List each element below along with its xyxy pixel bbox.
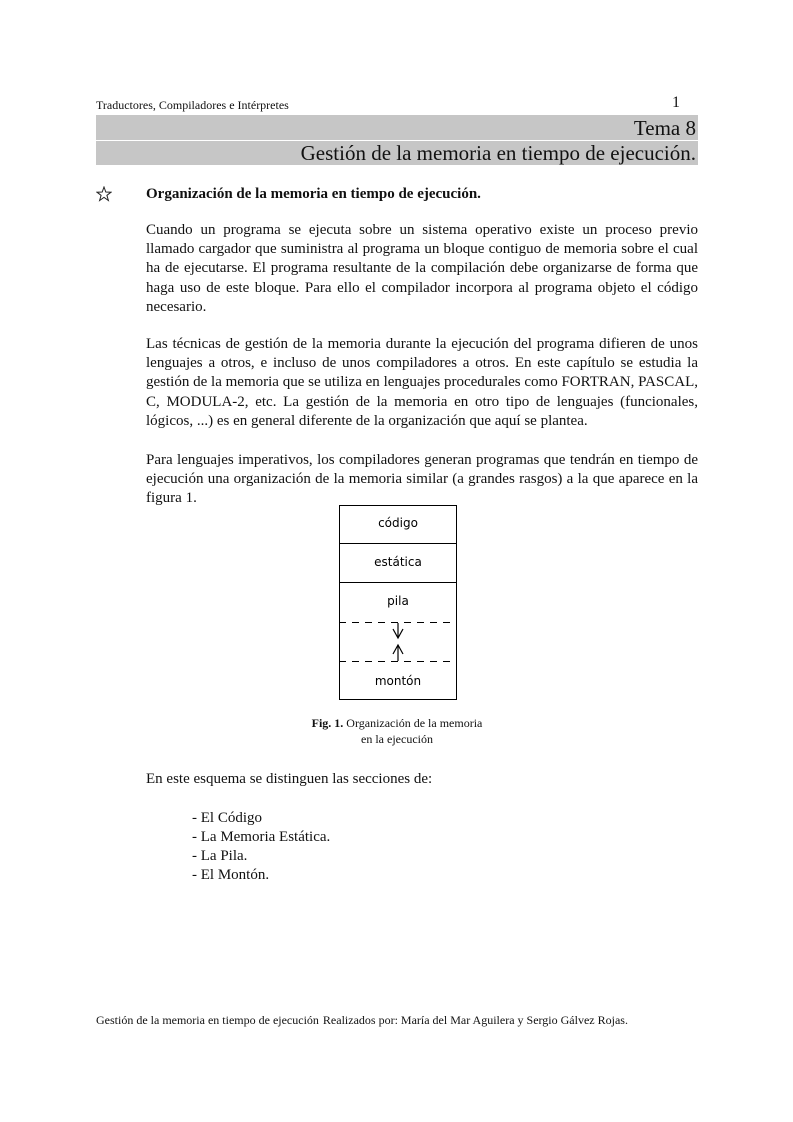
page-footer [96, 1013, 628, 1028]
list-item: - La Memoria Estática. [192, 829, 331, 845]
running-title: Traductores, Compiladores e Intérpretes [96, 98, 289, 112]
running-header [96, 94, 698, 114]
sections-list [192, 809, 330, 885]
chapter-title: Gestión de la memoria en tiempo de ejecución. [300, 141, 696, 165]
star-bullet-icon [96, 186, 112, 202]
figure-caption-label: Fig. 1. [311, 716, 344, 730]
chapter-number: Tema 8 [633, 116, 696, 140]
segment-static-label: estática [374, 555, 422, 569]
segment-stack-label: pila [387, 594, 409, 608]
list-item: - La Pila. [192, 848, 248, 864]
list-item: - El Código [192, 810, 262, 826]
segment-code-label: código [378, 516, 418, 530]
figure-caption-line1: Organización de la memoria [346, 716, 483, 730]
page-number: 1 [672, 94, 680, 111]
figure-caption [292, 715, 502, 747]
paragraph: Las técnicas de gestión de la memoria durante la ejecución del programa difieren de unos lenguajes a otros, e incluso de unos compiladores a otros. En este capítulo se estudia la gestión de la memoria que se utiliza en lenguajes procedurales como FORTRAN, PASCAL, C, MODULA-2, etc. La gestión de la memoria en otro tipo de lenguajes (funcionales, lógicos, ...) es en general diferente de la organización que aquí se plantea. [146, 336, 698, 429]
footer-title: Gestión de la memoria en tiempo de ejecución [96, 1013, 319, 1027]
section-heading: Organización de la memoria en tiempo de ejecución. [146, 186, 481, 202]
footer-authors: Realizados por: María del Mar Aguilera y Sergio Gálvez Rojas. [322, 1013, 628, 1027]
chapter-title-band [96, 115, 698, 165]
sections-intro: En este esquema se distinguen las secciones de: [146, 771, 433, 787]
memory-layout-diagram [339, 505, 457, 700]
list-item: - El Montón. [192, 867, 270, 883]
figure-caption-line2: en la ejecución [361, 732, 433, 746]
paragraph: Cuando un programa se ejecuta sobre un sistema operativo existe un proceso previo llamado cargador que suministra al programa un bloque contiguo de memoria sobre el cual ha de ejecutarse. El programa resultante de la compilación debe organizarse de forma que haga uso de este bloque. Para ello el compilador incorpora al programa objeto el código necesario. [146, 222, 698, 315]
paragraph: Para lenguajes imperativos, los compiladores generan programas que tendrán en tiempo de ejecución una organización de la memoria similar (a grandes rasgos) a la que aparece en la figura 1. [146, 452, 698, 507]
segment-heap-label: montón [374, 674, 422, 688]
